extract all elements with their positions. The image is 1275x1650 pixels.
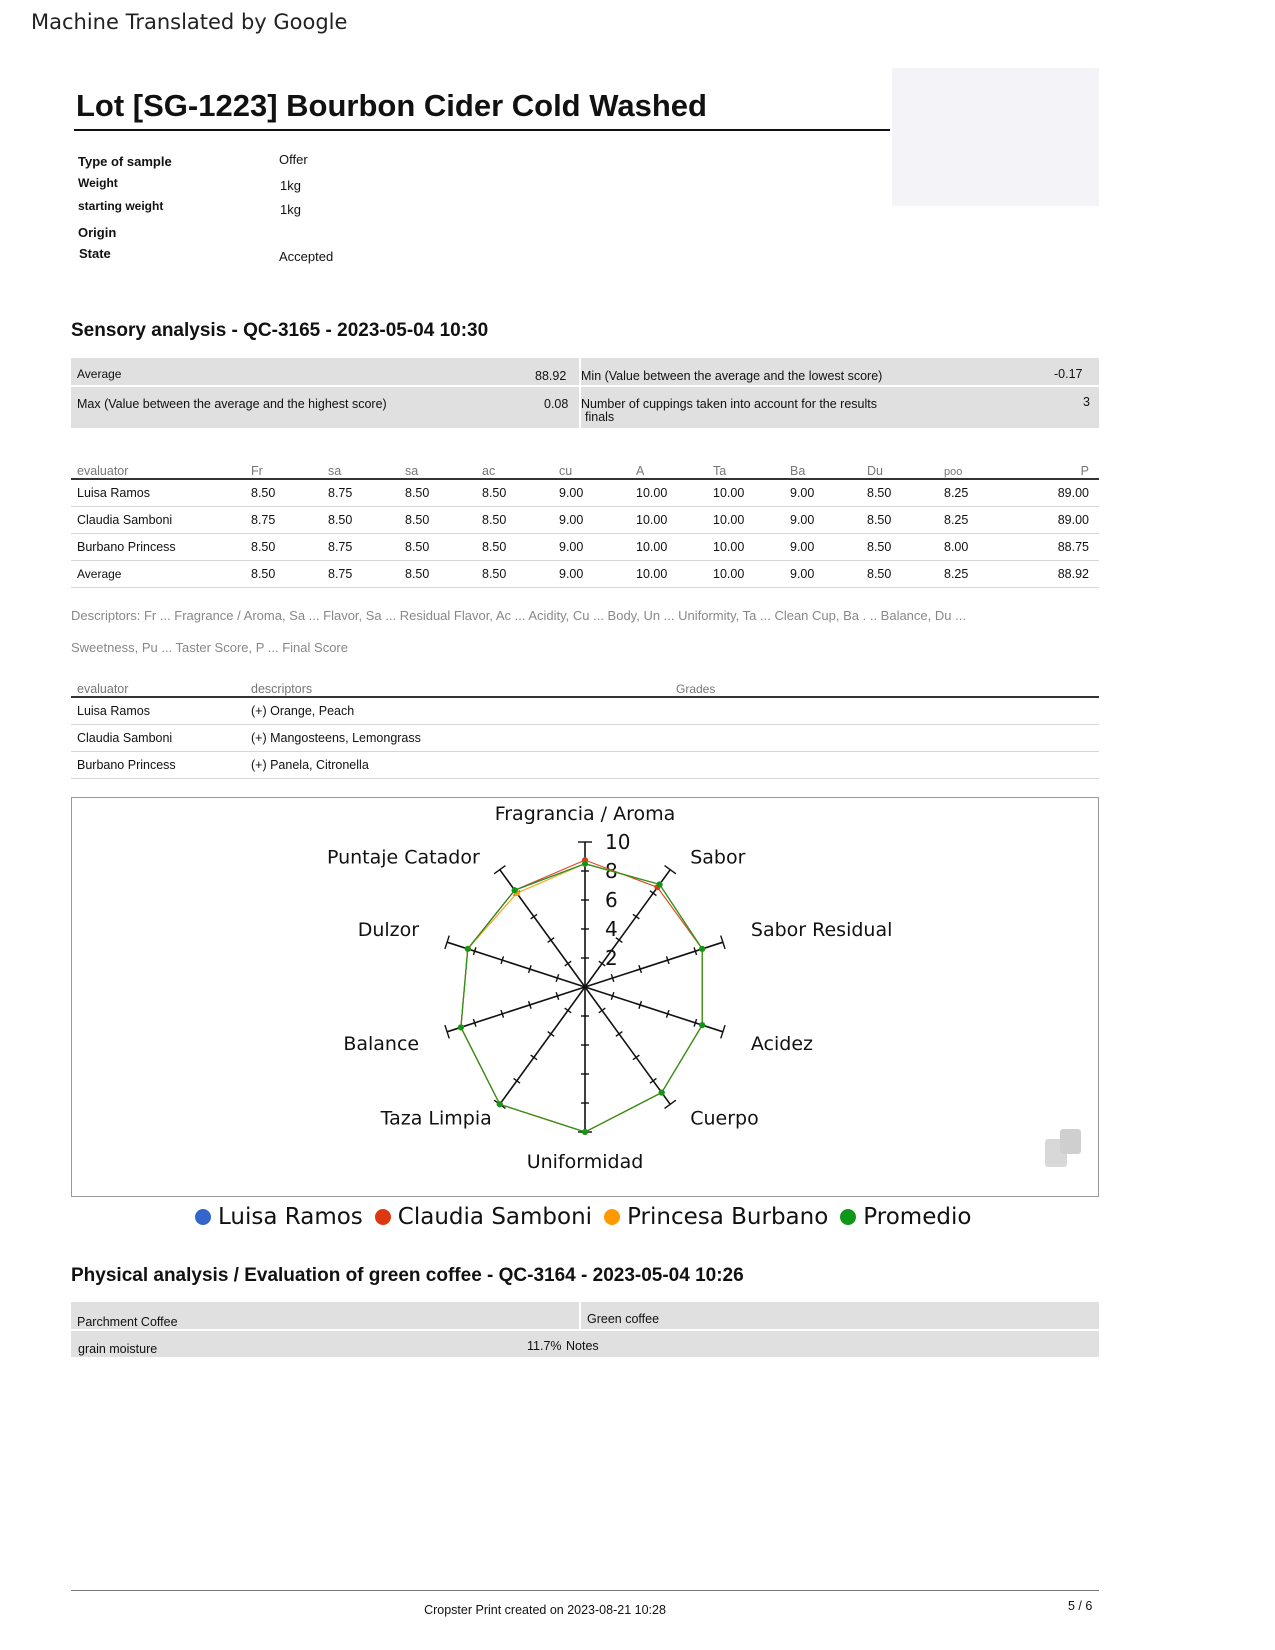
table-row xyxy=(71,507,1099,534)
footer-text: Cropster Print created on 2023-08-21 10:28 xyxy=(424,1603,666,1617)
radar-series-2 xyxy=(461,860,702,1132)
info-value-starting-weight: 1kg xyxy=(280,202,301,217)
evaluator-name: Luisa Ramos xyxy=(71,697,245,725)
score-cell: 8.50 xyxy=(861,534,938,561)
physical-summary xyxy=(71,1302,1099,1357)
physical-divider xyxy=(579,1302,581,1330)
radar-axis-label: Puntaje Catador xyxy=(326,846,480,869)
radar-tick xyxy=(599,1008,605,1013)
score-cell: 10.00 xyxy=(630,561,707,588)
legend-dot-icon xyxy=(604,1209,620,1225)
legend-item-luisa xyxy=(195,1204,363,1230)
score-cell: 8.50 xyxy=(245,561,322,588)
col-desc-evaluator: evaluator xyxy=(71,672,245,697)
radar-scale-label: 6 xyxy=(605,888,618,912)
radar-point xyxy=(497,1101,503,1107)
col-sa-residual: sa xyxy=(399,454,476,479)
col-evaluator: evaluator xyxy=(71,454,245,479)
score-cell: 10.00 xyxy=(707,534,784,561)
score-cell: 89.00 xyxy=(1015,479,1099,507)
legend-dot-icon xyxy=(195,1209,211,1225)
legend-item-princesa xyxy=(604,1204,828,1230)
radar-axis-label: Sabor Residual xyxy=(750,919,893,942)
radar-tick xyxy=(494,866,505,874)
score-cell: 8.75 xyxy=(245,507,322,534)
legend-label: Promedio xyxy=(863,1204,972,1230)
scores-table xyxy=(71,454,1099,588)
col-poo: poo xyxy=(938,454,1015,479)
score-cell: 9.00 xyxy=(553,507,630,534)
legend-label: Luisa Ramos xyxy=(218,1204,363,1230)
summary-min-label: Min (Value between the average and the lowest score) xyxy=(581,369,883,383)
descriptors-cell: (+) Orange, Peach xyxy=(245,697,670,725)
table-row xyxy=(71,561,1099,588)
summary-max-value: 0.08 xyxy=(544,397,569,411)
footer-rule xyxy=(71,1590,1099,1591)
radar-tick xyxy=(531,914,537,919)
physical-row-divider xyxy=(71,1329,1099,1331)
radar-axis-7 xyxy=(500,987,585,1104)
radar-tick xyxy=(565,961,571,966)
table-row xyxy=(71,752,1099,779)
score-cell: 8.75 xyxy=(322,479,399,507)
score-cell: 8.75 xyxy=(322,534,399,561)
radar-tick xyxy=(548,938,554,943)
radar-axis-label: Balance xyxy=(343,1032,420,1055)
moisture-value: 11.7% xyxy=(527,1339,562,1353)
radar-axis-label: Sabor xyxy=(690,846,746,869)
radar-scale-label: 4 xyxy=(605,917,618,941)
radar-point xyxy=(582,1129,588,1135)
descriptor-legend-line-1: Descriptors: Fr ... Fragrance / Aroma, Sa ... Flavor, Sa ... Residual Flavor, Ac ... Acidity, Cu ... Body, Un ... Uniformity, Ta ... Clean Cup, Ba . .. Balance, Du ... xyxy=(71,608,966,623)
lot-title: Lot [SG-1223] Bourbon Cider Cold Washed xyxy=(76,88,707,123)
col-cu: cu xyxy=(553,454,630,479)
parchment-label: Parchment Coffee xyxy=(77,1315,178,1329)
col-ta: Ta xyxy=(707,454,784,479)
score-cell: 88.75 xyxy=(1015,534,1099,561)
info-label-origin: Origin xyxy=(78,225,117,240)
score-cell: 8.50 xyxy=(399,561,476,588)
score-cell: 9.00 xyxy=(553,479,630,507)
descriptor-legend-line-2: Sweetness, Pu ... Taster Score, P ... Final Score xyxy=(71,640,348,655)
score-cell: 8.50 xyxy=(399,479,476,507)
radar-point xyxy=(699,946,705,952)
radar-axis-label: Cuerpo xyxy=(690,1107,759,1130)
summary-count-value: 3 xyxy=(1083,395,1090,409)
radar-point xyxy=(465,946,471,952)
radar-tick xyxy=(633,1055,639,1060)
summary-row-divider xyxy=(71,385,1099,387)
score-cell: 8.50 xyxy=(861,561,938,588)
radar-point xyxy=(458,1024,464,1030)
score-cell: 10.00 xyxy=(630,534,707,561)
info-value-state: Accepted xyxy=(279,249,334,264)
score-cell: 10.00 xyxy=(707,507,784,534)
score-cell: 10.00 xyxy=(707,479,784,507)
radar-scale-label: 8 xyxy=(605,859,618,883)
col-p: P xyxy=(1015,454,1099,479)
summary-count-label: Number of cuppings taken into account for the results xyxy=(581,397,877,411)
evaluator-name: Burbano Princess xyxy=(71,534,245,561)
radar-axis-label: Acidez xyxy=(750,1032,814,1055)
legend-item-promedio xyxy=(840,1204,971,1230)
radar-axis-label: Uniformidad xyxy=(526,1151,644,1173)
radar-series-1 xyxy=(461,864,702,1132)
table-row xyxy=(71,534,1099,561)
score-cell: 9.00 xyxy=(784,479,861,507)
radar-tick xyxy=(665,866,676,874)
score-cell: 8.25 xyxy=(938,479,1015,507)
radar-tick xyxy=(650,891,656,896)
legend-dot-icon xyxy=(840,1209,856,1225)
notes-label: Notes xyxy=(566,1339,599,1353)
score-cell: 9.00 xyxy=(553,561,630,588)
radar-point xyxy=(657,881,663,887)
sensory-heading: Sensory analysis - QC-3165 - 2023-05-04 10:30 xyxy=(71,320,489,341)
radar-tick xyxy=(565,1008,571,1013)
score-cell: 9.00 xyxy=(784,534,861,561)
radar-tick xyxy=(650,1078,656,1083)
radar-tick xyxy=(665,1100,676,1108)
score-cell: 88.92 xyxy=(1015,561,1099,588)
score-cell: 8.50 xyxy=(476,534,553,561)
summary-max-label: Max (Value between the average and the highest score) xyxy=(77,397,387,411)
cropster-logo-icon xyxy=(1060,1129,1081,1154)
radar-point xyxy=(659,1090,665,1096)
radar-tick xyxy=(514,1078,520,1083)
col-a: A xyxy=(630,454,707,479)
radar-axis-label: Fragrancia / Aroma xyxy=(494,803,676,825)
score-cell: 8.25 xyxy=(938,561,1015,588)
chart-legend xyxy=(195,1204,983,1230)
radar-axis-10 xyxy=(500,870,585,987)
descriptors-table xyxy=(71,672,1099,779)
evaluator-name: Claudia Samboni xyxy=(71,725,245,752)
radar-tick xyxy=(616,1032,622,1037)
score-cell: 10.00 xyxy=(630,507,707,534)
title-underline xyxy=(74,129,890,131)
radar-axis-8 xyxy=(447,987,585,1032)
scores-header-row xyxy=(71,454,1099,479)
col-descriptors: descriptors xyxy=(245,672,670,697)
col-ac: ac xyxy=(476,454,553,479)
info-label-sample-type: Type of sample xyxy=(78,154,172,169)
evaluator-name: Average xyxy=(71,561,245,588)
info-value-sample-type: Offer xyxy=(279,152,308,167)
score-cell: 10.00 xyxy=(630,479,707,507)
evaluator-name: Luisa Ramos xyxy=(71,479,245,507)
legend-item-claudia xyxy=(375,1204,592,1230)
radar-scale-label: 2 xyxy=(605,946,618,970)
col-sa: sa xyxy=(322,454,399,479)
grades-cell xyxy=(670,697,1099,725)
score-cell: 8.50 xyxy=(476,507,553,534)
score-cell: 8.50 xyxy=(476,561,553,588)
table-row xyxy=(71,479,1099,507)
radar-point xyxy=(582,861,588,867)
sensory-summary xyxy=(71,358,1099,428)
radar-series-4 xyxy=(461,864,702,1132)
radar-axis-label: Dulzor xyxy=(357,919,420,942)
lot-photo xyxy=(892,68,1099,206)
green-coffee-label: Green coffee xyxy=(587,1312,660,1326)
col-grades: Grades xyxy=(670,672,1099,697)
score-cell: 8.50 xyxy=(322,507,399,534)
score-cell: 9.00 xyxy=(553,534,630,561)
radar-axis-5 xyxy=(585,987,670,1104)
col-du: Du xyxy=(861,454,938,479)
descriptors-cell: (+) Mangosteens, Lemongrass xyxy=(245,725,670,752)
grades-cell xyxy=(670,725,1099,752)
score-cell: 8.25 xyxy=(938,507,1015,534)
descriptors-header-row xyxy=(71,672,1099,697)
score-cell: 8.50 xyxy=(861,507,938,534)
score-cell: 8.50 xyxy=(476,479,553,507)
summary-count-label-cont: finals xyxy=(585,410,615,424)
score-cell: 8.50 xyxy=(245,534,322,561)
summary-min-value: -0.17 xyxy=(1054,367,1083,381)
score-cell: 9.00 xyxy=(784,507,861,534)
radar-series-3 xyxy=(461,864,702,1132)
info-label-state: State xyxy=(79,246,111,261)
col-fr: Fr xyxy=(245,454,322,479)
info-value-weight: 1kg xyxy=(280,178,301,193)
translation-banner: Machine Translated by Google xyxy=(31,10,348,34)
score-cell: 10.00 xyxy=(707,561,784,588)
legend-label: Princesa Burbano xyxy=(627,1204,829,1230)
score-cell: 8.75 xyxy=(322,561,399,588)
grades-cell xyxy=(670,752,1099,779)
radar-axis-label: Taza Limpia xyxy=(380,1107,492,1130)
score-cell: 8.00 xyxy=(938,534,1015,561)
radar-point xyxy=(699,1022,705,1028)
table-row xyxy=(71,697,1099,725)
radar-point xyxy=(512,887,518,893)
radar-chart xyxy=(72,798,1098,1196)
summary-average-value: 88.92 xyxy=(535,369,567,383)
evaluator-name: Claudia Samboni xyxy=(71,507,245,534)
info-label-starting-weight: starting weight xyxy=(78,199,164,213)
page-number: 5 / 6 xyxy=(1068,1599,1093,1613)
radar-scale-label: 10 xyxy=(605,830,631,854)
summary-average-label: Average xyxy=(77,367,122,381)
score-cell: 8.50 xyxy=(245,479,322,507)
moisture-label: grain moisture xyxy=(78,1342,158,1356)
info-label-weight: Weight xyxy=(78,176,118,190)
descriptors-cell: (+) Panela, Citronella xyxy=(245,752,670,779)
score-cell: 8.50 xyxy=(399,507,476,534)
radar-chart-frame xyxy=(71,797,1099,1197)
radar-tick xyxy=(548,1032,554,1037)
legend-dot-icon xyxy=(375,1209,391,1225)
evaluator-name: Burbano Princess xyxy=(71,752,245,779)
col-ba: Ba xyxy=(784,454,861,479)
legend-label: Claudia Samboni xyxy=(397,1204,593,1230)
score-cell: 89.00 xyxy=(1015,507,1099,534)
score-cell: 8.50 xyxy=(861,479,938,507)
table-row xyxy=(71,725,1099,752)
score-cell: 8.50 xyxy=(399,534,476,561)
radar-tick xyxy=(633,914,639,919)
score-cell: 9.00 xyxy=(784,561,861,588)
physical-heading: Physical analysis / Evaluation of green coffee - QC-3164 - 2023-05-04 10:26 xyxy=(71,1265,744,1286)
radar-tick xyxy=(531,1055,537,1060)
